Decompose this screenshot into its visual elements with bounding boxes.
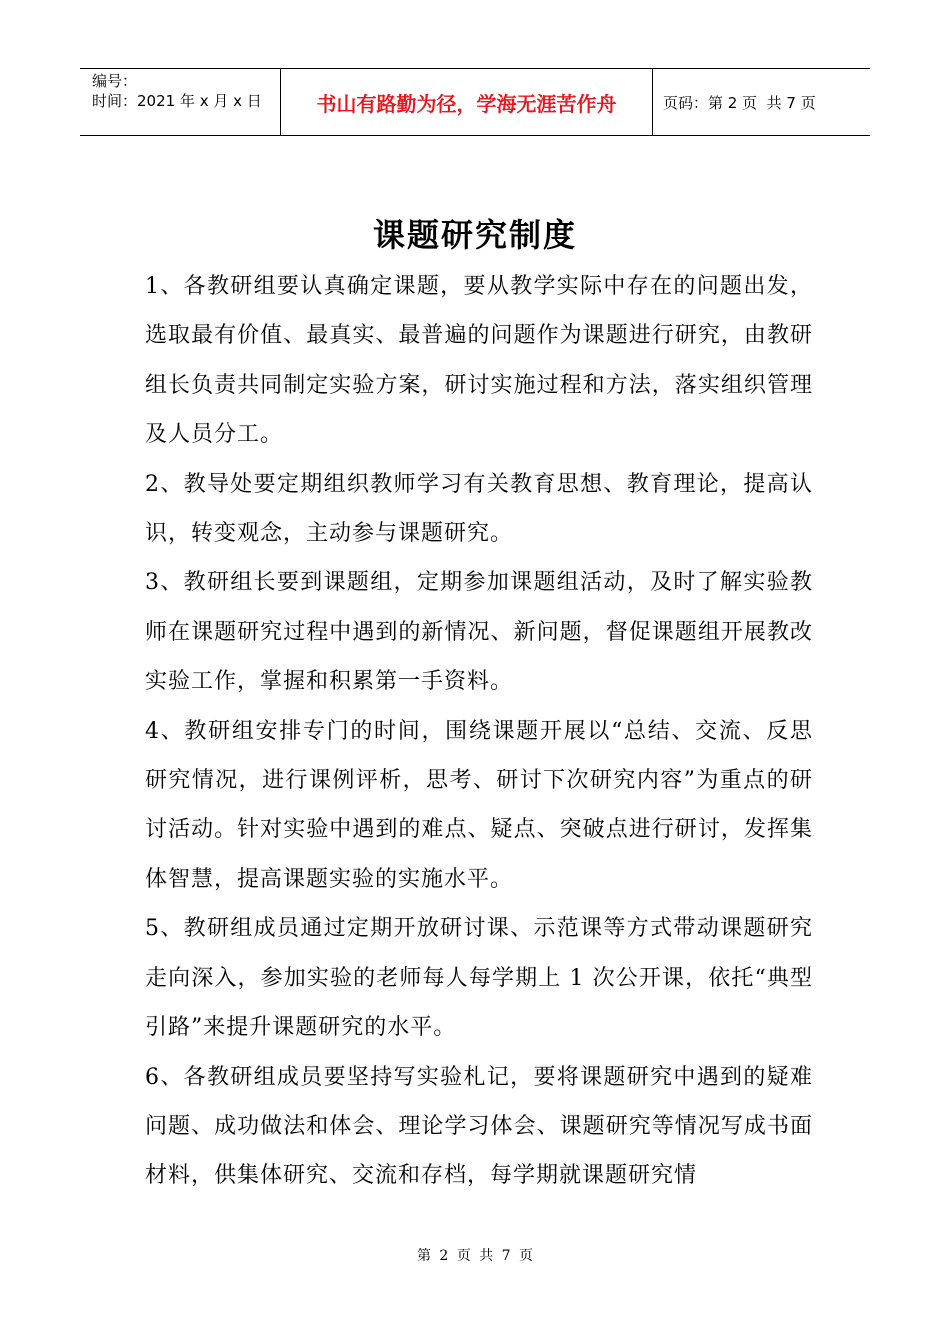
document-body (145, 262, 813, 1201)
page-footer: 第 2 页 共 7 页 (416, 1248, 534, 1264)
paragraph-2: 2、教导处要定期组织教师学习有关教育思想、教育理论，提高认识，转变观念，主动参与课题研究。 (145, 471, 813, 547)
paragraph-5: 5、教研组成员通过定期开放研讨课、示范课等方式带动课题研究走向深入，参加实验的老师每人每学期上 1 次公开课，依托“典型引路”来提升课题研究的水平。 (145, 916, 813, 1041)
header-page-info: 页码：第 2 页 共 7 页 (663, 93, 816, 112)
header-motto: 书山有路勤为径，学海无涯苦作舟 (280, 69, 653, 135)
header-meta (80, 69, 280, 135)
page-header (80, 68, 870, 136)
document-title: 课题研究制度 (372, 216, 577, 254)
number-label: 编号： (92, 72, 138, 90)
time-label: 时间：2021 年 x 月 x 日 (92, 92, 262, 110)
paragraph-3: 3、教研组长要到课题组，定期参加课题组活动，及时了解实验教师在课题研究过程中遇到的新情况、新问题，督促课题组开展教改实验工作，掌握和积累第一手资料。 (145, 570, 813, 695)
paragraph-4: 4、教研组安排专门的时间，围绕课题开展以“总结、交流、反思研究情况，进行课例评析，思考、研讨下次研究内容”为重点的研讨活动。针对实验中遇到的难点、疑点、突破点进行研讨，发挥集体智慧，提高课题实验的实施水平。 (145, 718, 813, 892)
paragraph-6: 6、各教研组成员要坚持写实验札记，要将课题研究中遇到的疑难问题、成功做法和体会、理论学习体会、课题研究等情况写成书面材料，供集体研究、交流和存档，每学期就课题研究情 (145, 1064, 813, 1189)
paragraph-1: 1、各教研组要认真确定课题，要从教学实际中存在的问题出发，选取最有价值、最真实、最普遍的问题作为课题进行研究，由教研组长负责共同制定实验方案，研讨实施过程和方法，落实组织管理及人员分工。 (145, 274, 813, 448)
